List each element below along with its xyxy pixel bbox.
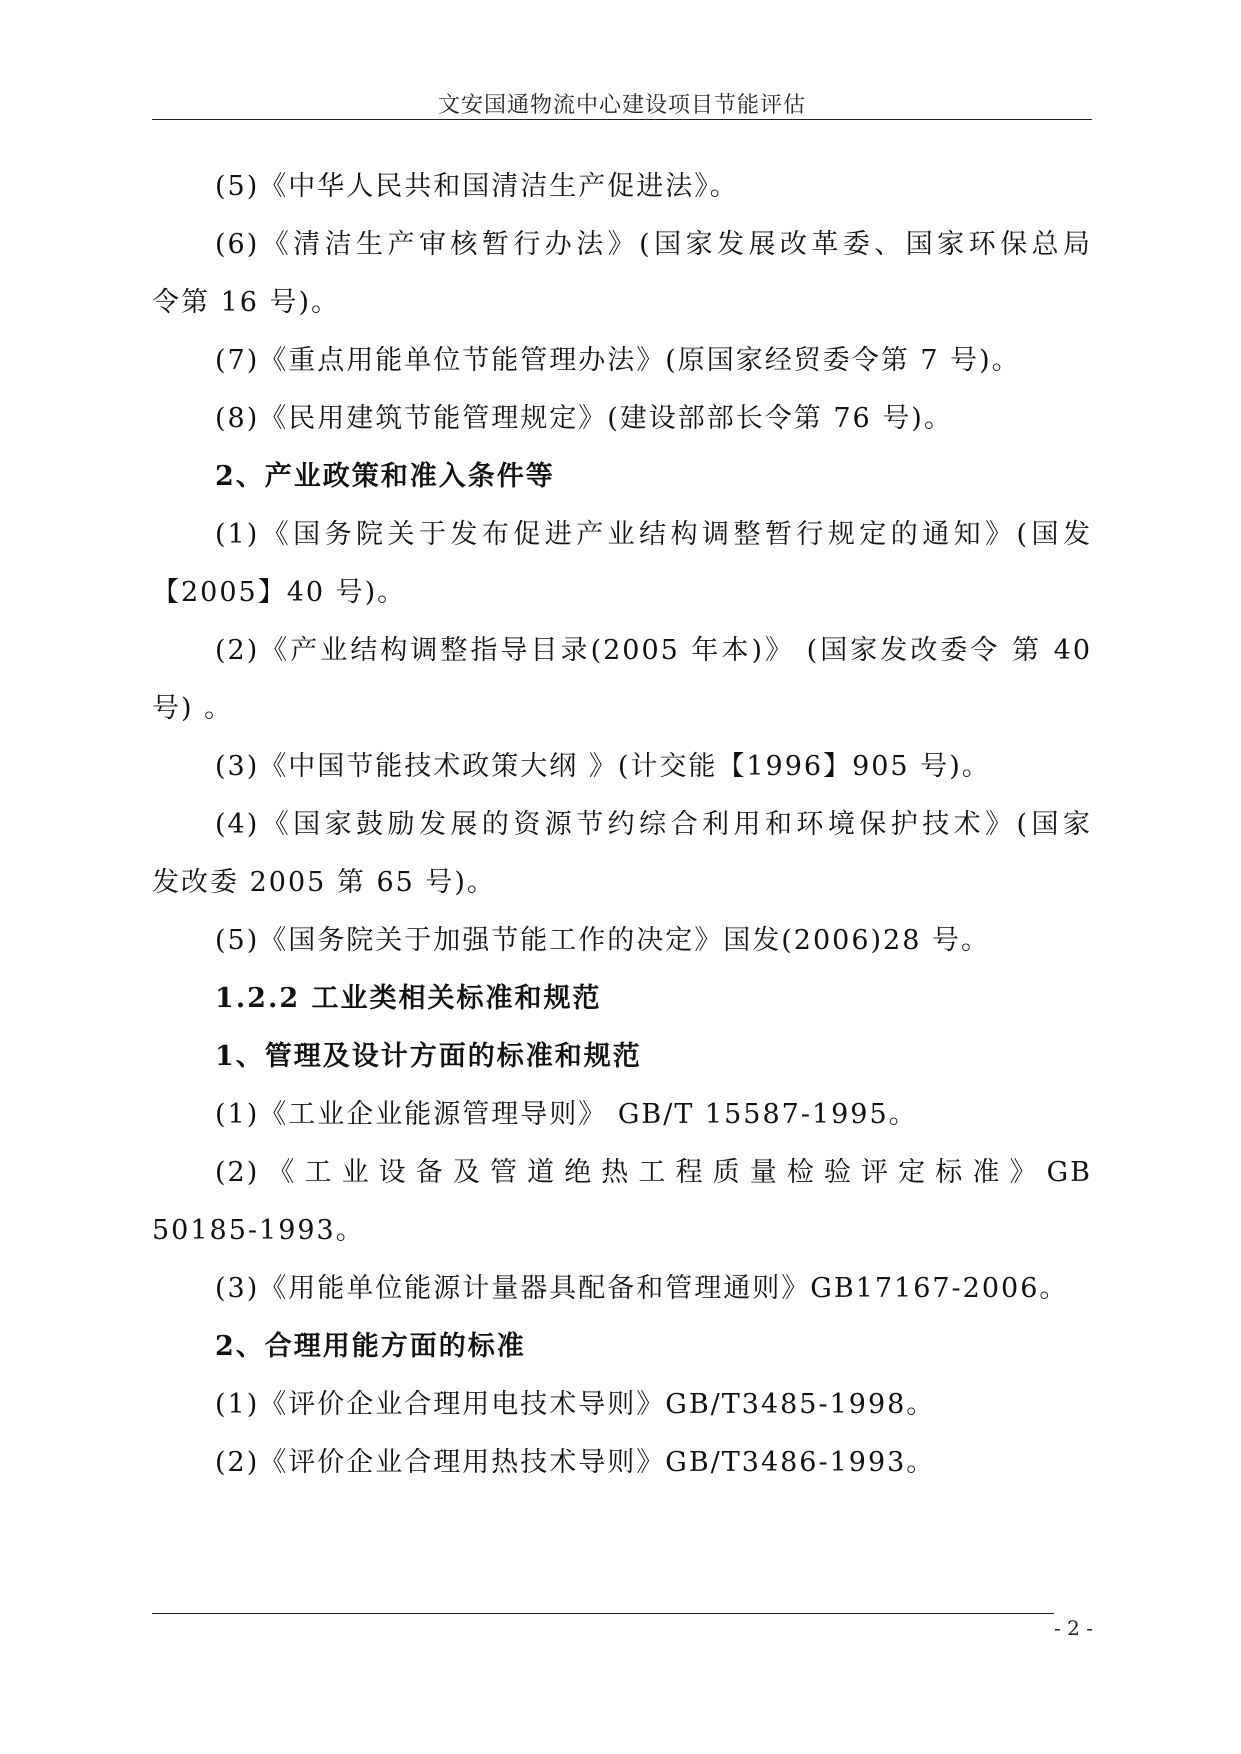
text-line: (2)《产业结构调整指导目录(2005 年本)》 (国家发改委令 第 40: [215, 635, 1092, 666]
text-line: (2)《工业设备及管道绝热工程质量检验评定标准》GB: [215, 1157, 1092, 1188]
text-line: (8)《民用建筑节能管理规定》(建设部部长令第 76 号)。: [215, 403, 953, 434]
text-line: 令第 16 号)。: [152, 287, 341, 318]
page-number: - 2 -: [1054, 1616, 1093, 1640]
section-heading: 1、管理及设计方面的标准和规范: [215, 1041, 642, 1072]
text-line: (1)《工业企业能源管理导则》 GB/T 15587-1995。: [215, 1099, 918, 1130]
header-rule: [152, 119, 1092, 120]
document-body: [152, 158, 1092, 1492]
text-line: 【2005】40 号)。: [152, 577, 407, 608]
text-line: (3)《中国节能技术政策大纲 》(计交能【1996】905 号)。: [215, 751, 991, 782]
section-heading: 2、合理用能方面的标准: [215, 1331, 526, 1362]
text-line: (3)《用能单位能源计量器具配备和管理通则》GB17167-2006。: [215, 1273, 1069, 1304]
text-line: (1)《评价企业合理用电技术导则》GB/T3485-1998。: [215, 1389, 936, 1420]
running-header: 文安国通物流中心建设项目节能评估: [437, 93, 806, 118]
text-line: (2)《评价企业合理用热技术导则》GB/T3486-1993。: [215, 1447, 936, 1478]
text-line: (5)《国务院关于加强节能工作的决定》国发(2006)28 号。: [215, 925, 990, 956]
section-heading: 2、产业政策和准入条件等: [215, 461, 555, 492]
footer-rule: [152, 1613, 1054, 1614]
text-line: (1)《国务院关于发布促进产业结构调整暂行规定的通知》(国发: [215, 519, 1092, 550]
text-line: 50185-1993。: [152, 1215, 365, 1246]
text-line: (6)《清洁生产审核暂行办法》(国家发展改革委、国家环保总局: [215, 229, 1092, 260]
text-line: 发改委 2005 第 65 号)。: [152, 867, 496, 898]
text-line: (7)《重点用能单位节能管理办法》(原国家经贸委令第 7 号)。: [215, 345, 1021, 376]
section-heading: 1.2.2 工业类相关标准和规范: [215, 983, 602, 1014]
text-line: (5)《中华人民共和国清洁生产促进法》。: [215, 171, 739, 202]
text-line: (4)《国家鼓励发展的资源节约综合利用和环境保护技术》(国家: [215, 809, 1092, 840]
text-line: 号) 。: [152, 693, 234, 724]
